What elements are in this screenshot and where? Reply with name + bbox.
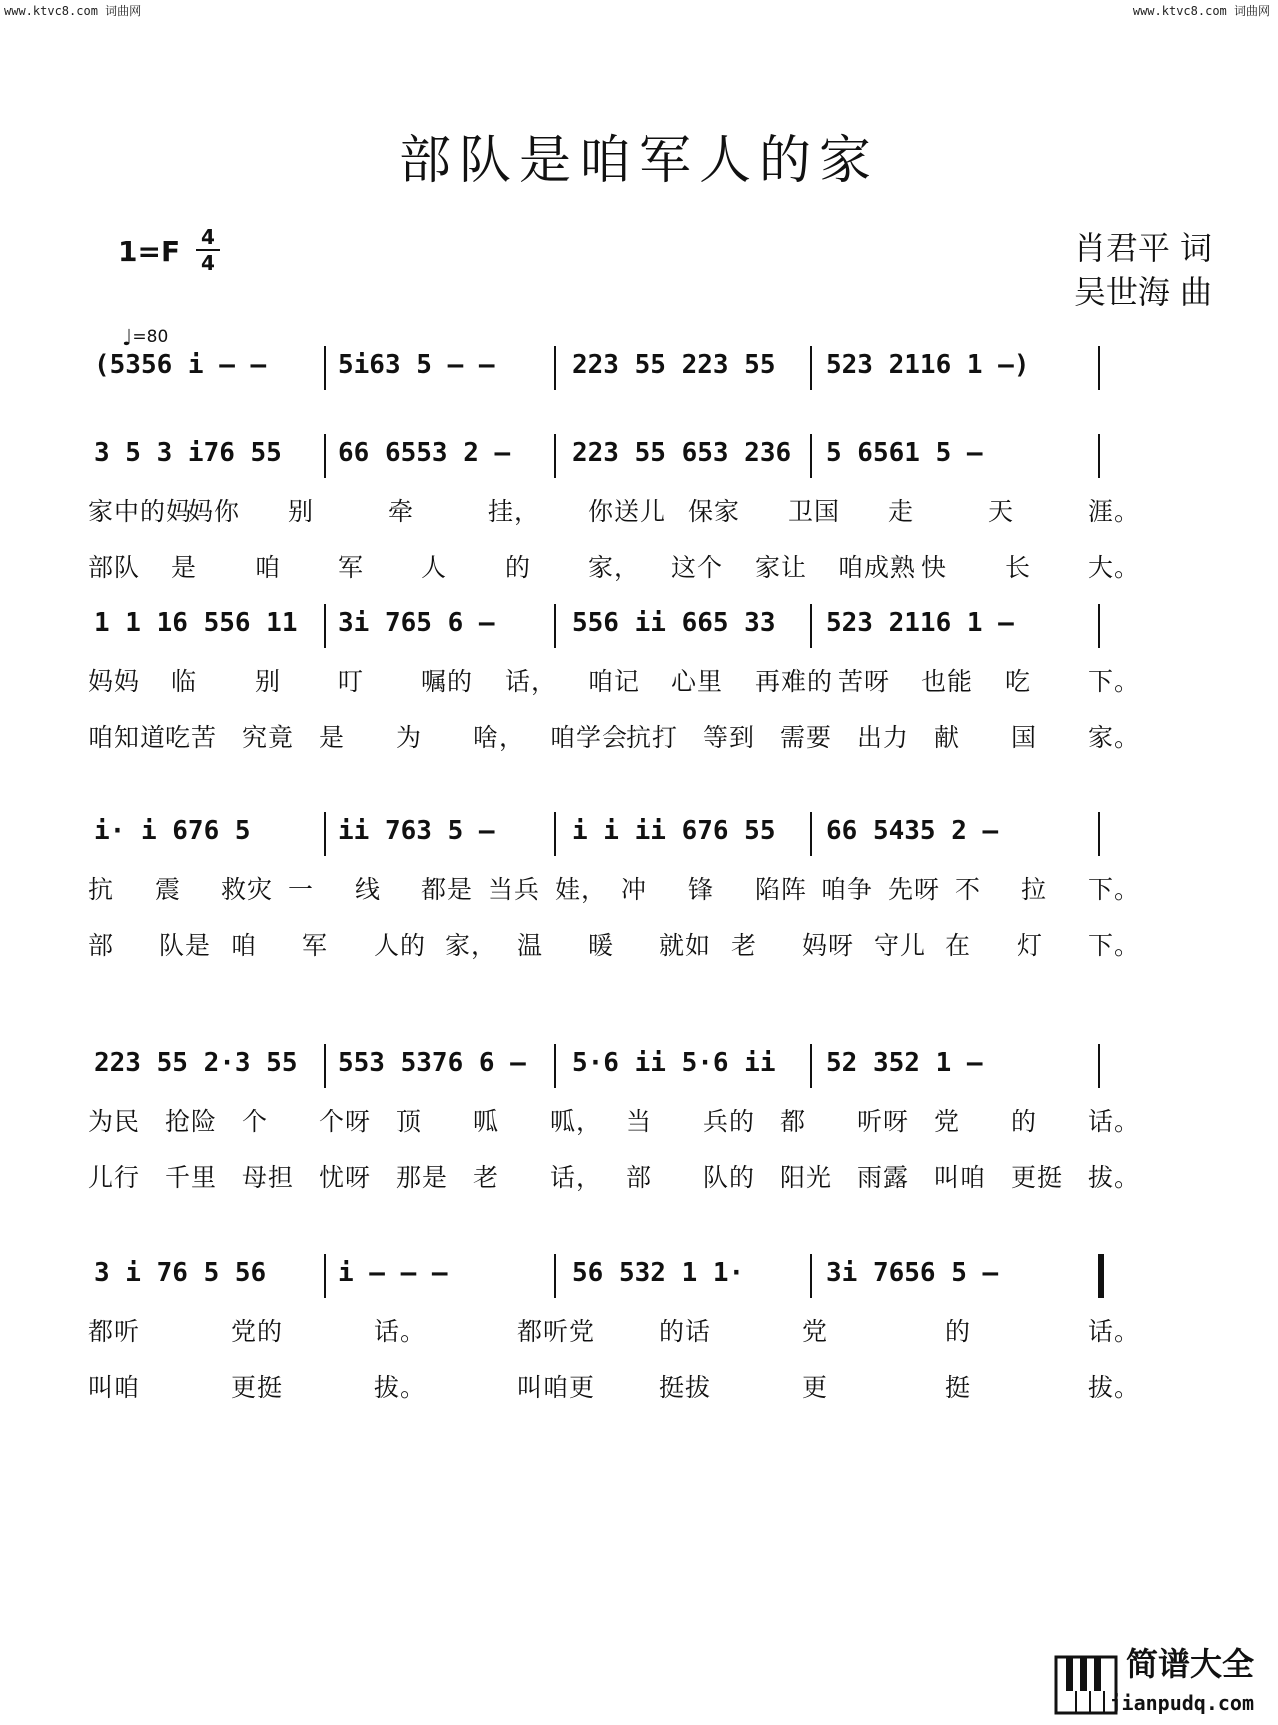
lyric-word: 话， [505, 667, 558, 696]
lyric-word: 家， [445, 931, 498, 960]
watermark-left: www.ktvc8.com 词曲网 [4, 4, 142, 18]
lyric-word: 党的 [231, 1317, 284, 1346]
measure: 3i 765 6 – [338, 608, 495, 638]
lyric-word: 儿行 [88, 1163, 141, 1192]
measure: ii 763 5 – [338, 816, 495, 846]
lyric-word: 忧呀 [319, 1163, 372, 1192]
lyric-word: 老 [473, 1163, 500, 1192]
measure: 3 i 76 5 56 [94, 1258, 267, 1288]
score-system [88, 430, 1208, 596]
logo-text: 简谱大全 [1125, 1645, 1254, 1683]
composer: 吴世海 曲 [1073, 273, 1212, 311]
lyric-word: 咱学会 [550, 723, 629, 752]
lyric-word: 部 [88, 931, 115, 960]
lyric-word: 拉 [1021, 875, 1048, 904]
measure: 223 55 2·3 55 [94, 1048, 298, 1078]
barline [1098, 434, 1100, 478]
lyric-word: 话。 [1088, 1107, 1141, 1136]
lyric-word: 雨露 [857, 1163, 910, 1192]
lyric-word: 顶 [396, 1107, 423, 1136]
measure: 556 ii 665 33 [572, 608, 776, 638]
lyric-word: 震 [155, 875, 182, 904]
notation-line [88, 430, 1208, 476]
measure: 56 532 1 1· [572, 1258, 745, 1288]
lyric-word: 话， [550, 1163, 603, 1192]
lyric-word: 队是 [159, 931, 212, 960]
lyric-word: 的 [945, 1317, 972, 1346]
lyric-word: 不 [955, 875, 982, 904]
lyric-word: 妈呀 [802, 931, 855, 960]
lyric-word: 温 [517, 931, 544, 960]
lyric-word: 军 [338, 553, 365, 582]
lyric-word: 的 [1011, 1107, 1038, 1136]
song-title: 部队是咱军人的家 [398, 131, 879, 191]
lyric-word: 叫咱 [88, 1373, 141, 1402]
lyric-line [88, 654, 1208, 710]
barline [810, 1044, 812, 1088]
lyric-word: 等到 [703, 723, 756, 752]
barline [1098, 1044, 1100, 1088]
lyric-word: 出力 [857, 723, 910, 752]
barline [810, 1254, 812, 1298]
time-signature [196, 226, 220, 274]
measure: 5·6 ii 5·6 ii [572, 1048, 776, 1078]
lyric-word: 为 [396, 723, 423, 752]
lyric-word: 锋 [688, 875, 715, 904]
barline [810, 604, 812, 648]
lyric-word: 抗 [88, 875, 115, 904]
measure: 523 2116 1 –) [826, 350, 1030, 380]
score-system [88, 1040, 1208, 1206]
notation-line [88, 600, 1208, 646]
lyric-word: 都 [780, 1107, 807, 1136]
lyric-word: 老 [731, 931, 758, 960]
quarter-note-icon: ♩ [122, 326, 133, 351]
lyric-word: 别 [255, 667, 282, 696]
lyric-word: 叮 [338, 667, 365, 696]
lyric-word: 家， [588, 553, 641, 582]
lyric-word: 涯。 [1088, 497, 1141, 526]
barline [554, 812, 556, 856]
lyric-word: 大。 [1088, 553, 1141, 582]
lyric-word: 部 [626, 1163, 653, 1192]
lyric-word: 母担 [242, 1163, 295, 1192]
barline [554, 346, 556, 390]
lyric-word: 当 [626, 1107, 653, 1136]
lyric-word: 拔。 [1088, 1373, 1141, 1402]
lyric-line [88, 918, 1208, 974]
barline [1098, 346, 1100, 390]
lyric-word: 也能 [921, 667, 974, 696]
barline [554, 434, 556, 478]
lyric-word: 天 [988, 497, 1015, 526]
notation-line [88, 1040, 1208, 1086]
lyric-word: 的 [505, 553, 532, 582]
measure: i i ii 676 55 [572, 816, 776, 846]
lyric-word: 救灾 [221, 875, 274, 904]
lyric-word: 是 [171, 553, 198, 582]
lyric-word: 下。 [1088, 931, 1141, 960]
lyric-word: 叫咱 [934, 1163, 987, 1192]
lyric-word: 娃， [555, 875, 608, 904]
lyric-line [88, 1094, 1208, 1150]
lyric-word: 听呀 [857, 1107, 910, 1136]
lyric-word: 更挺 [231, 1373, 284, 1402]
lyric-word: 保家 [688, 497, 741, 526]
lyric-word: 快 [921, 553, 948, 582]
lyric-word: 个 [242, 1107, 269, 1136]
logo-url: jianpudq.com [1109, 1691, 1254, 1715]
lyric-word: 临 [171, 667, 198, 696]
lyric-word: 话。 [1088, 1317, 1141, 1346]
barline [1098, 604, 1100, 648]
lyric-word: 妈你 [188, 497, 241, 526]
lyric-word: 咱成熟 [838, 553, 917, 582]
score-system [88, 808, 1208, 974]
lyric-word: 挺 [945, 1373, 972, 1402]
measure: 1 1 16 556 11 [94, 608, 298, 638]
key-signature: 1=F [118, 235, 181, 268]
lyric-word: 啥， [473, 723, 526, 752]
lyric-word: 咱 [231, 931, 258, 960]
lyric-word: 都听党 [517, 1317, 596, 1346]
lyric-word: 国 [1011, 723, 1038, 752]
lyric-word: 家中的妈 [88, 497, 193, 526]
measure: 5i63 5 – – [338, 350, 495, 380]
lyric-word: 下。 [1088, 667, 1141, 696]
measure: 66 6553 2 – [338, 438, 511, 468]
barline [324, 1044, 326, 1088]
barline [810, 434, 812, 478]
lyric-line [88, 862, 1208, 918]
lyric-word: 千里 [165, 1163, 218, 1192]
piano-keys-icon [1054, 1655, 1118, 1715]
lyric-word: 部队 [88, 553, 141, 582]
lyric-word: 长 [1005, 553, 1032, 582]
lyric-word: 心里 [671, 667, 724, 696]
lyric-line [88, 1304, 1208, 1360]
lyric-word: 拔。 [374, 1373, 427, 1402]
lyric-word: 队的 [703, 1163, 756, 1192]
measure: 66 5435 2 – [826, 816, 999, 846]
lyric-word: 兵的 [703, 1107, 756, 1136]
measure: i· i 676 5 [94, 816, 251, 846]
barline [810, 812, 812, 856]
lyric-word: 军 [302, 931, 329, 960]
lyric-word: 牵 [388, 497, 415, 526]
measure: 553 5376 6 – [338, 1048, 526, 1078]
score-system [88, 600, 1208, 766]
barline [1098, 812, 1100, 856]
score-system [88, 1250, 1208, 1416]
barline [554, 1254, 556, 1298]
lyric-word: 的话 [659, 1317, 712, 1346]
lyric-word: 咱知道 [88, 723, 167, 752]
measure: 3i 7656 5 – [826, 1258, 999, 1288]
lyric-word: 为民 [88, 1107, 141, 1136]
lyric-word: 妈妈 [88, 667, 141, 696]
lyric-word: 需要 [780, 723, 833, 752]
measure: 3 5 3 i76 55 [94, 438, 282, 468]
lyric-word: 这个 [671, 553, 724, 582]
measure: i – – – [338, 1258, 448, 1288]
tempo-value: =80 [132, 327, 169, 347]
lyric-word: 献 [934, 723, 961, 752]
measure: 223 55 653 236 [572, 438, 792, 468]
notation-line [88, 808, 1208, 854]
lyric-word: 咱争 [821, 875, 874, 904]
watermark-right: www.ktvc8.com 词曲网 [1132, 4, 1270, 18]
lyric-word: 阳光 [780, 1163, 833, 1192]
barline [324, 1254, 326, 1298]
notation-line [88, 1250, 1208, 1296]
lyric-word: 是 [319, 723, 346, 752]
barline [324, 434, 326, 478]
barline [324, 812, 326, 856]
lyricist: 肖君平 词 [1073, 229, 1212, 267]
lyric-word: 陷阵 [755, 875, 808, 904]
lyric-word: 都是 [421, 875, 474, 904]
lyric-word: 更挺 [1011, 1163, 1064, 1192]
lyric-word: 苦呀 [838, 667, 891, 696]
lyric-word: 别 [288, 497, 315, 526]
lyric-word: 咱 [255, 553, 282, 582]
lyric-word: 党 [802, 1317, 829, 1346]
lyric-word: 你送儿 [588, 497, 667, 526]
lyric-word: 抗打 [626, 723, 679, 752]
barline [810, 346, 812, 390]
lyric-line [88, 484, 1208, 540]
lyric-word: 嘱的 [421, 667, 474, 696]
lyric-word: 走 [888, 497, 915, 526]
lyric-word: 党 [934, 1107, 961, 1136]
lyric-word: 暖 [588, 931, 615, 960]
measure: 523 2116 1 – [826, 608, 1014, 638]
lyric-word: 家。 [1088, 723, 1141, 752]
measure: 5 6561 5 – [826, 438, 983, 468]
lyric-word: 就如 [659, 931, 712, 960]
lyric-word: 咱记 [588, 667, 641, 696]
measure: 52 352 1 – [826, 1048, 983, 1078]
barline [554, 604, 556, 648]
lyric-word: 再难的 [755, 667, 834, 696]
lyric-word: 挂， [488, 497, 541, 526]
barline [554, 1044, 556, 1088]
barline [324, 604, 326, 648]
lyric-line [88, 710, 1208, 766]
lyric-word: 下。 [1088, 875, 1141, 904]
lyric-word: 家让 [755, 553, 808, 582]
lyric-word: 那是 [396, 1163, 449, 1192]
lyric-line [88, 1360, 1208, 1416]
lyric-word: 都听 [88, 1317, 141, 1346]
time-signature-top: 4 [201, 225, 215, 249]
lyric-word: 人的 [374, 931, 427, 960]
lyric-word: 抢险 [165, 1107, 218, 1136]
lyric-word: 线 [355, 875, 382, 904]
lyric-word: 灯 [1017, 931, 1044, 960]
time-signature-bottom: 4 [201, 251, 215, 275]
notation-line [88, 342, 1208, 388]
lyric-word: 人 [421, 553, 448, 582]
lyric-line [88, 540, 1208, 596]
lyric-word: 先呀 [888, 875, 941, 904]
lyric-word: 更 [802, 1373, 829, 1402]
credits [1074, 226, 1212, 314]
lyric-word: 吃苦 [165, 723, 218, 752]
lyric-word: 呱， [550, 1107, 603, 1136]
lyric-word: 拔。 [1088, 1163, 1141, 1192]
measure: (5356 i – – [94, 350, 267, 380]
lyric-word: 挺拔 [659, 1373, 712, 1402]
lyric-word: 守儿 [874, 931, 927, 960]
lyric-word: 究竟 [242, 723, 295, 752]
lyric-word: 当兵 [488, 875, 541, 904]
measure: 223 55 223 55 [572, 350, 776, 380]
lyric-word: 吃 [1005, 667, 1032, 696]
lyric-word: 在 [945, 931, 972, 960]
score-system [88, 342, 1208, 388]
lyric-word: 冲 [621, 875, 648, 904]
lyric-word: 呱 [473, 1107, 500, 1136]
lyric-line [88, 1150, 1208, 1206]
lyric-word: 个呀 [319, 1107, 372, 1136]
lyric-word: 话。 [374, 1317, 427, 1346]
barline [324, 346, 326, 390]
lyric-word: 一 [288, 875, 315, 904]
lyric-word: 叫咱更 [517, 1373, 596, 1402]
lyric-word: 卫国 [788, 497, 841, 526]
barline [1098, 1254, 1104, 1298]
